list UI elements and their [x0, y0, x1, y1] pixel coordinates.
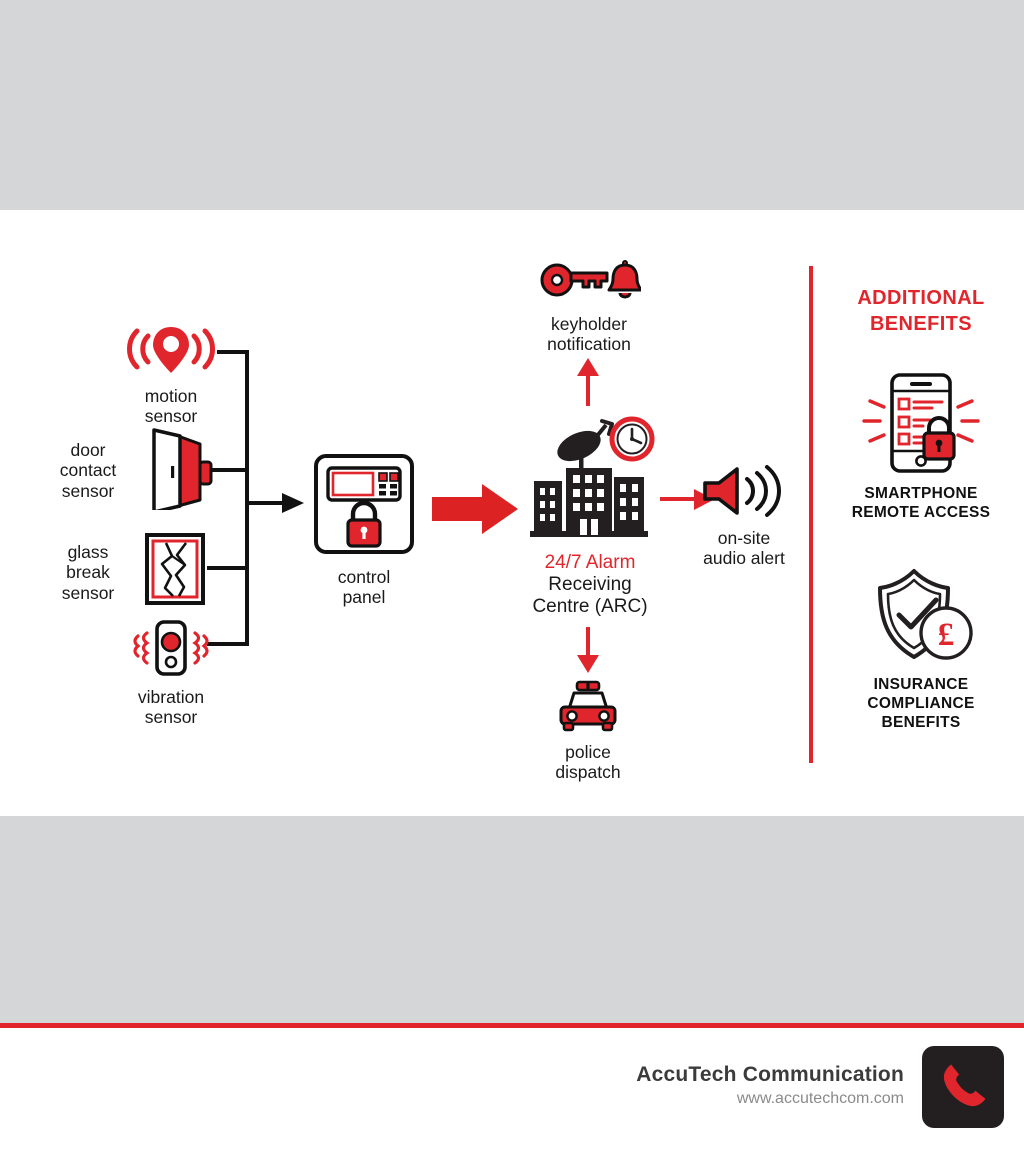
- police-car-icon: [522, 678, 654, 734]
- vibration-sensor-label: vibration sensor: [137, 687, 205, 728]
- keyholder-notification-label: keyholder notification: [547, 314, 631, 355]
- benefit-item-insurance[interactable]: [818, 566, 1024, 732]
- brand-logo[interactable]: [922, 1046, 1004, 1128]
- footer: [0, 1028, 1024, 1154]
- motion-sensor-label: motion sensor: [144, 386, 198, 427]
- node-door-contact-sensor[interactable]: [59, 428, 220, 508]
- speaker-icon: [678, 462, 810, 520]
- arrow-head-to-police: [577, 653, 599, 673]
- node-motion-sensor[interactable]: [108, 320, 234, 427]
- smartphone-lock-icon: [818, 371, 1024, 475]
- node-arc[interactable]: [505, 413, 675, 618]
- node-control-panel[interactable]: [303, 451, 425, 608]
- arc-label: [505, 552, 675, 618]
- node-police-dispatch[interactable]: [522, 678, 654, 783]
- brand-website[interactable]: www.accutechcom.com: [736, 1089, 904, 1107]
- bottom-gray-band: [0, 816, 1024, 1023]
- node-keyholder-notification[interactable]: [506, 258, 672, 355]
- motion-sensor-icon: [108, 320, 234, 378]
- glass-break-sensor-icon: [140, 532, 210, 606]
- arc-building-icon: [505, 413, 675, 545]
- arrow-head-to-panel: [282, 491, 304, 515]
- arc-label-line1: 24/7 Alarm: [544, 552, 636, 573]
- brand-text-block: [636, 1063, 904, 1110]
- arc-label-line3: Centre (ARC): [532, 596, 648, 618]
- panel-divider: [809, 266, 813, 763]
- police-dispatch-label: police dispatch: [555, 742, 621, 783]
- benefits-heading: ADDITIONAL BENEFITS: [857, 287, 985, 335]
- benefit-insurance-label: INSURANCE COMPLIANCE BENEFITS: [867, 676, 975, 731]
- diagram-canvas: [0, 210, 1024, 816]
- glass-break-sensor-label: glass break sensor: [61, 542, 115, 603]
- benefit-item-smartphone[interactable]: [818, 371, 1024, 522]
- top-gray-band: [0, 0, 1024, 210]
- node-vibration-sensor[interactable]: [108, 617, 234, 728]
- telephone-handset-icon: [935, 1059, 991, 1115]
- control-panel-label: control panel: [337, 567, 391, 608]
- node-audio-alert[interactable]: [678, 462, 810, 569]
- arrow-shaft-to-panel: [249, 501, 286, 505]
- benefit-smartphone-label: SMARTPHONE REMOTE ACCESS: [851, 485, 991, 521]
- bracket-vertical: [245, 350, 249, 646]
- vibration-sensor-icon: [108, 617, 234, 679]
- node-glass-break-sensor[interactable]: [61, 532, 210, 606]
- benefits-panel: [818, 286, 1024, 732]
- brand-name: AccuTech Communication: [636, 1063, 904, 1087]
- arrow-head-to-keyholder: [577, 358, 599, 378]
- arc-label-line2: Receiving: [548, 574, 632, 596]
- control-panel-icon: [303, 451, 425, 557]
- door-contact-sensor-icon: [140, 428, 220, 508]
- door-contact-sensor-label: door contact sensor: [59, 440, 117, 501]
- shield-pound-icon: [818, 566, 1024, 666]
- audio-alert-label: on-site audio alert: [703, 528, 785, 569]
- svg-text:£: £: [937, 617, 955, 654]
- stub-glass: [207, 566, 249, 570]
- key-bell-icon: [506, 258, 672, 306]
- footer-brand: [636, 1046, 1004, 1128]
